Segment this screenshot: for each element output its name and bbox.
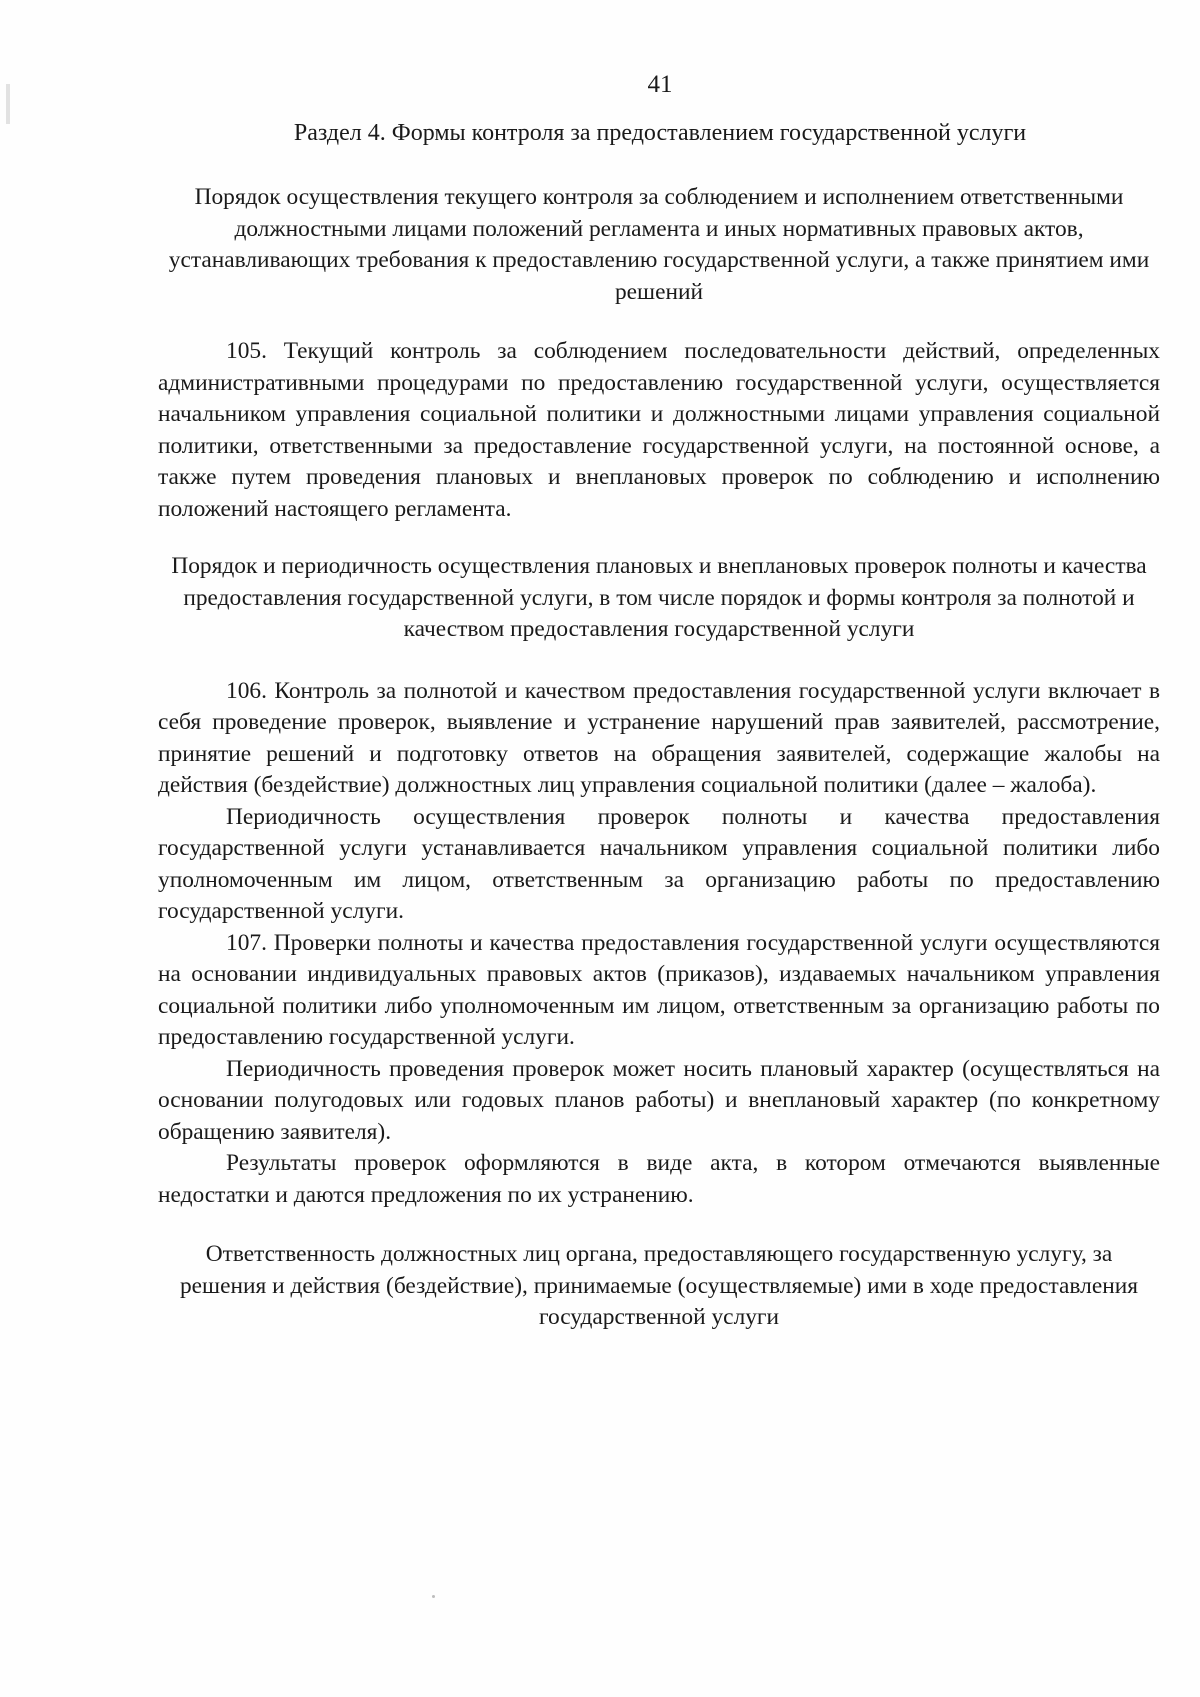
document-body bbox=[158, 182, 1160, 1334]
subheading-inspections: Порядок и периодичность осуществления плановых и внеплановых проверок полноты и качества предоставления государственной услуги, в том числе порядок и формы контроля за полнотой и качеством предоставления государственной услуги bbox=[171, 553, 1147, 642]
subheading-current-control: Порядок осуществления текущего контроля за соблюдением и исполнением ответственными должностными лицами положений регламента и иных нормативных правовых актов, устанавливающих требования к предоставлению государственной услуги, а также принятием ими решений bbox=[168, 184, 1150, 305]
paragraph-results: Результаты проверок оформляются в виде акта, в котором отмечаются выявленные недостатки и даются предложения по их устранению. bbox=[158, 1150, 1160, 1208]
paragraph-105: 105. Текущий контроль за соблюдением последовательности действий, определенных административными процедурами по предоставлению государственной услуги, осуществляется начальником управления социальной политики и должностными лицами управления социальной политики, ответственными за предоставление государственной услуги, на постоянной основе, а также путем проведения плановых и внеплановых проверок по соблюдению и исполнению положений настоящего регламента. bbox=[158, 338, 1160, 522]
scan-speck bbox=[432, 1595, 435, 1598]
paragraph-106: 106. Контроль за полнотой и качеством предоставления государственной услуги включает в себя проведение проверок, выявление и устранение нарушений прав заявителей, рассмотрение, принятие решений и подготовку ответов на обращения заявителей, содержащие жалобы на действия (бездействие) должностных лиц управления социальной политики (далее – жалоба). bbox=[158, 677, 1160, 798]
paragraph-107: 107. Проверки полноты и качества предоставления государственной услуги осуществляются на основании индивидуальных правовых актов (приказов), издаваемых начальником управления социальной политики либо уполномоченным им лицом, ответственным за организацию работы по предоставлению государственной услуги. bbox=[158, 929, 1160, 1050]
paragraph-periodicity: Периодичность осуществления проверок полноты и качества предоставления государственной услуги устанавливается начальником управления социальной политики либо уполномоченным им лицом, ответственным за организацию работы по предоставлению государственной услуги. bbox=[158, 803, 1160, 924]
subheading-responsibility: Ответственность должностных лиц органа, предоставляющего государственную услугу, за решения и действия (бездействие), принимаемые (осуществляемые) ими в ходе предоставления государственной услуги bbox=[179, 1241, 1139, 1330]
section-title: Раздел 4. Формы контроля за предоставлением государственной услуги bbox=[293, 120, 1027, 146]
paragraph-planned-checks: Периодичность проведения проверок может носить плановый характер (осуществляться на основании полугодовых или годовых планов работы) и внеплановый характер (по конкретному обращению заявителя). bbox=[158, 1055, 1160, 1145]
page-number: 41 bbox=[647, 71, 673, 98]
